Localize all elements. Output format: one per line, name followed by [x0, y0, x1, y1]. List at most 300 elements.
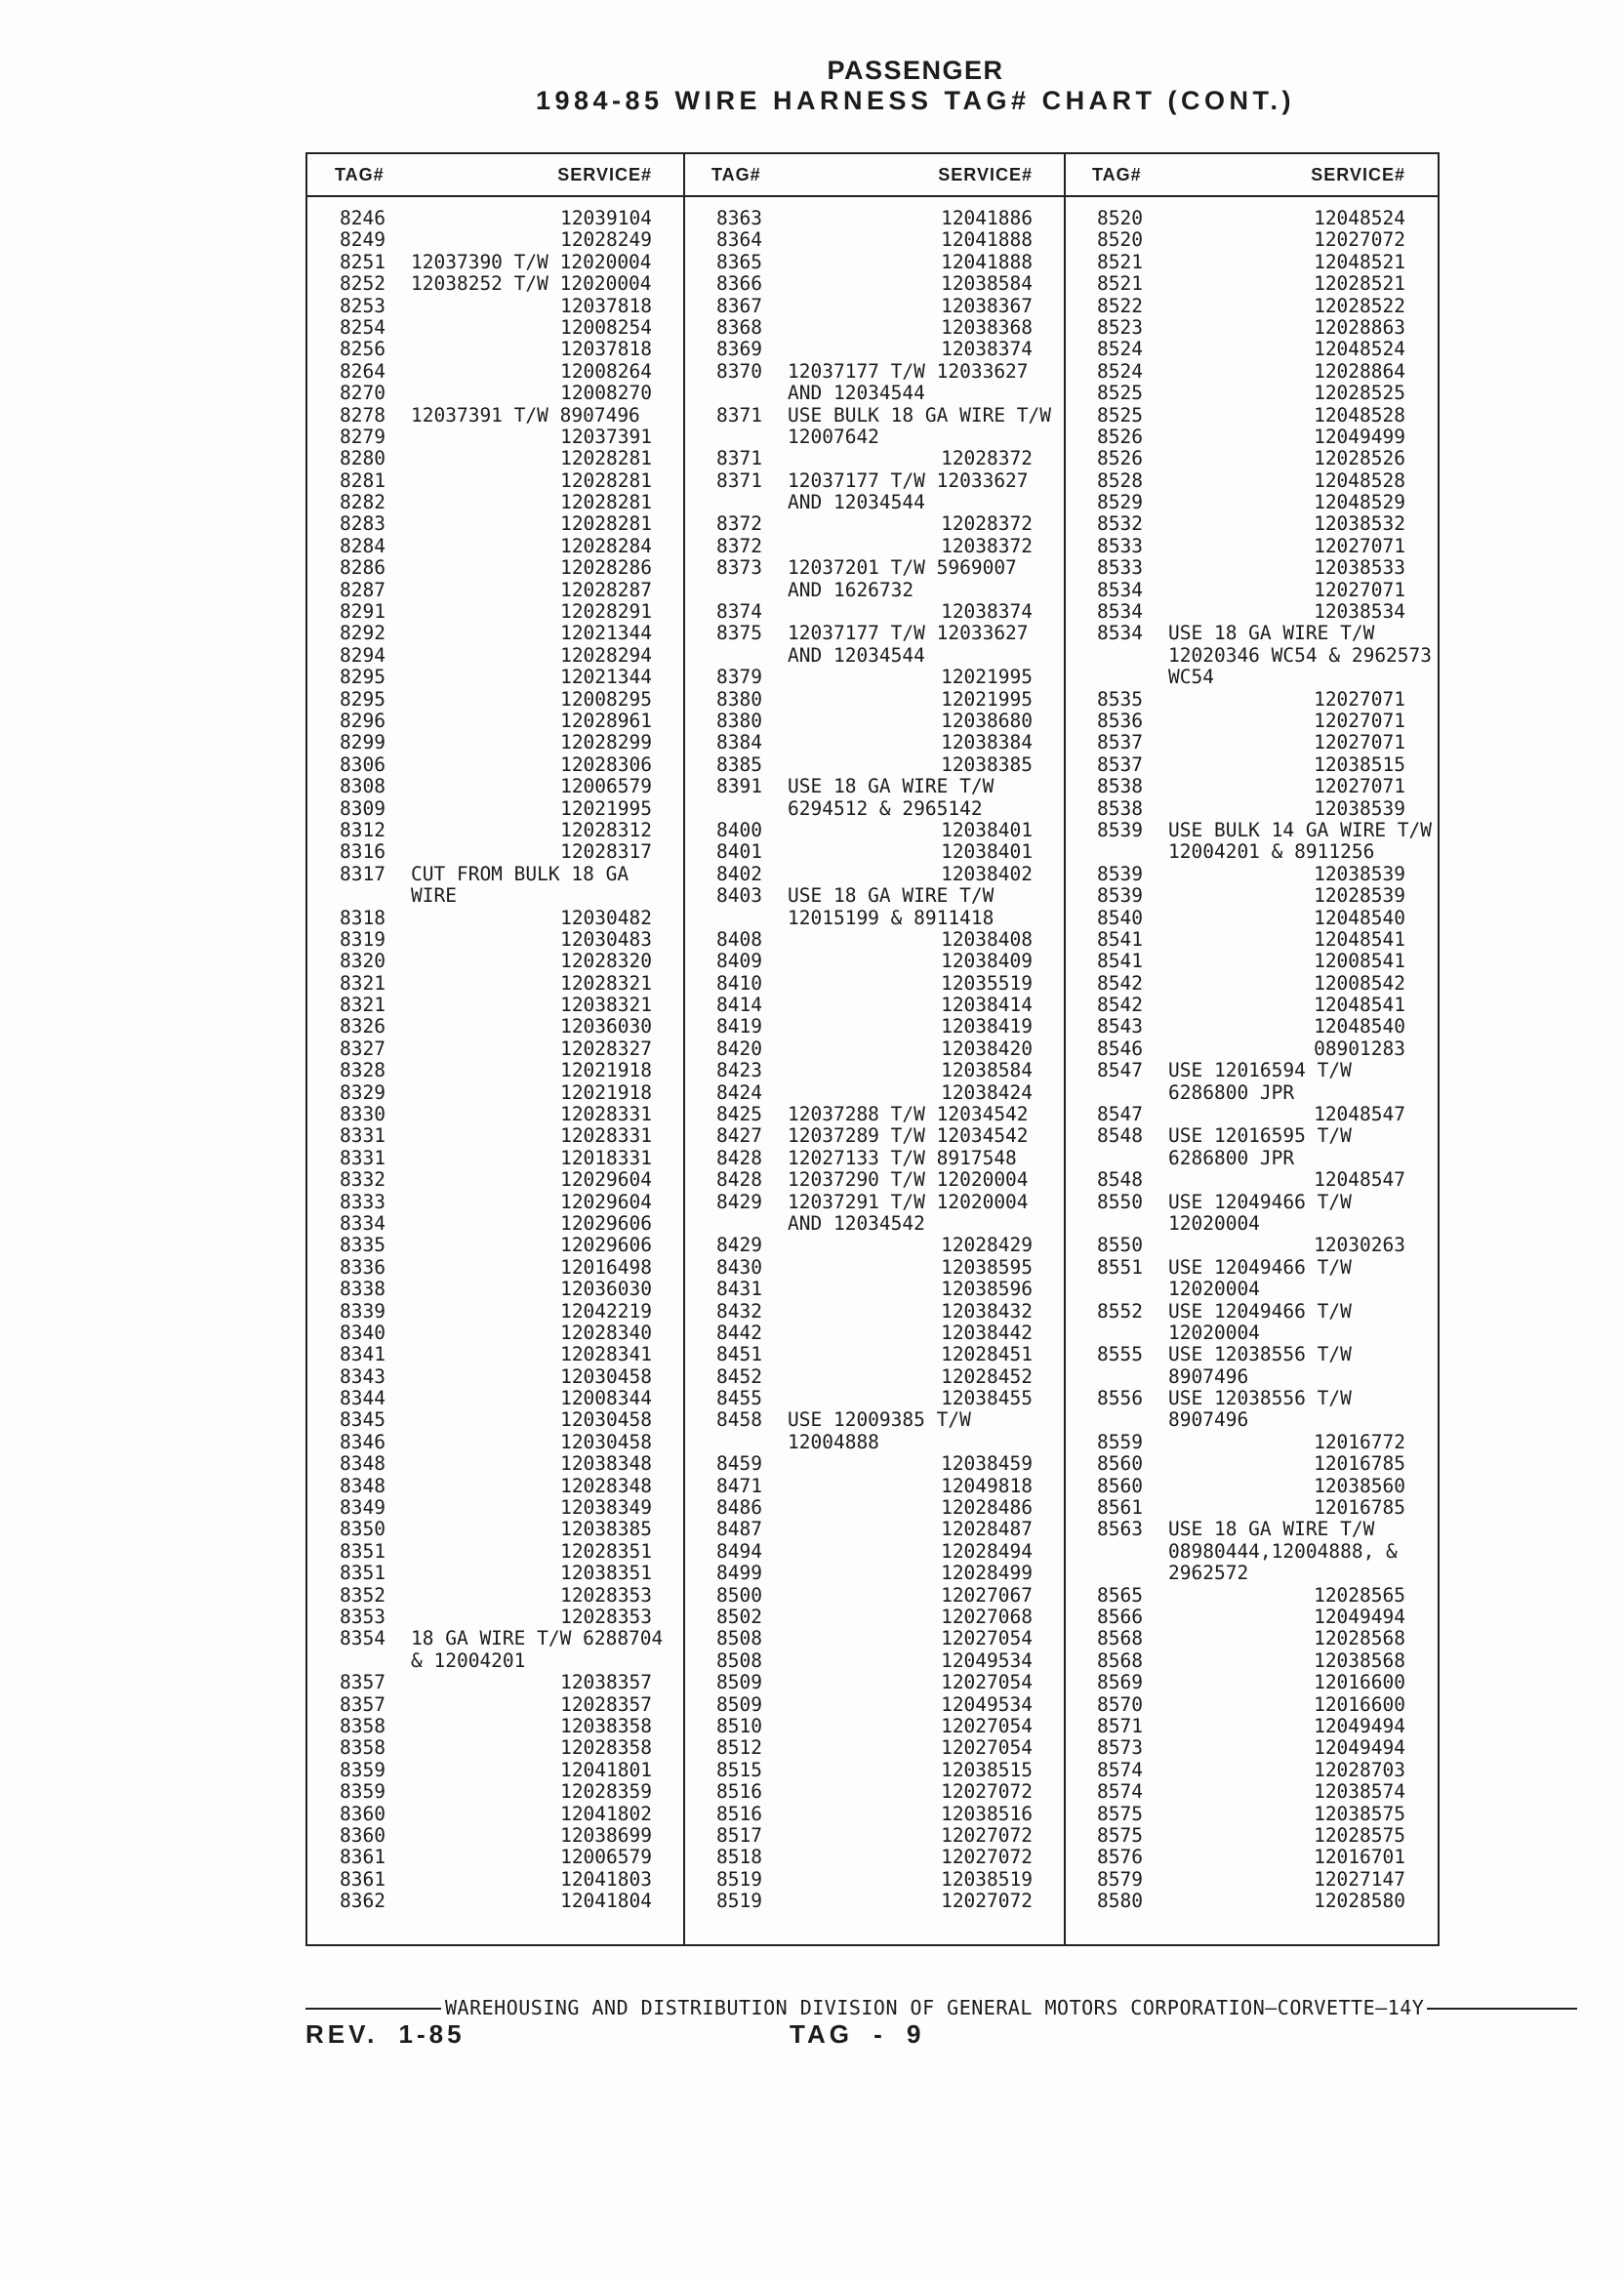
tag-cell: 8570 — [1097, 1692, 1143, 1716]
service-cell: 12029606 — [560, 1211, 652, 1235]
note-cell: 12037289 T/W 12034542 — [788, 1124, 1029, 1148]
service-cell: 12028961 — [560, 709, 652, 732]
tag-cell: 8410 — [716, 971, 762, 995]
table-row — [684, 513, 1065, 535]
table-row — [307, 448, 684, 469]
service-cell: 12030458 — [560, 1408, 652, 1432]
table-row — [684, 1366, 1065, 1388]
service-cell: 12038385 — [560, 1518, 652, 1541]
tag-cell: 8534 — [1097, 578, 1143, 601]
table-row — [1065, 1804, 1438, 1825]
tag-cell: 8401 — [716, 840, 762, 864]
table-row — [307, 1476, 684, 1497]
tag-cell: 8526 — [1097, 447, 1143, 470]
table-row — [307, 1694, 684, 1716]
table-row — [1065, 339, 1438, 360]
note-cell: USE 18 GA WIRE T/W — [788, 775, 995, 798]
tag-cell: 8550 — [1097, 1234, 1143, 1257]
tag-cell: 8287 — [340, 578, 386, 601]
table-row — [684, 1607, 1065, 1628]
table-row — [307, 492, 684, 513]
tag-cell: 8459 — [716, 1452, 762, 1476]
tag-cell: 8555 — [1097, 1343, 1143, 1366]
table-row — [307, 536, 684, 557]
service-header: SERVICE# — [1311, 165, 1405, 184]
table-row — [1065, 1235, 1438, 1256]
tag-cell: 8308 — [340, 775, 386, 798]
table-row — [1065, 908, 1438, 929]
tag-cell: 8368 — [716, 315, 762, 339]
tag-cell: 8521 — [1097, 272, 1143, 296]
table-row — [1065, 1148, 1438, 1169]
table-row — [1065, 689, 1438, 711]
tag-cell: 8536 — [1097, 709, 1143, 732]
table-row — [1065, 754, 1438, 776]
table-row — [684, 317, 1065, 339]
service-cell: 12028306 — [560, 753, 652, 776]
note-cell: USE 12049466 T/W — [1168, 1299, 1352, 1323]
tag-cell: 8431 — [716, 1278, 762, 1301]
note-cell: 8907496 — [1168, 1408, 1249, 1432]
tag-cell: 8543 — [1097, 1015, 1143, 1038]
tag-cell: 8379 — [716, 666, 762, 689]
tag-cell: 8372 — [716, 512, 762, 536]
tag-cell: 8515 — [716, 1758, 762, 1781]
tag-cell: 8508 — [716, 1627, 762, 1650]
tag-cell: 8520 — [1097, 207, 1143, 229]
tag-cell: 8423 — [716, 1059, 762, 1082]
service-cell: 12028317 — [560, 840, 652, 864]
tag-cell: 8327 — [340, 1037, 386, 1060]
tag-cell: 8521 — [1097, 250, 1143, 273]
service-cell: 12038374 — [941, 600, 1033, 624]
table-row — [1065, 580, 1438, 601]
table-row — [1065, 229, 1438, 251]
tag-cell: 8442 — [716, 1321, 762, 1344]
table-row — [1065, 1760, 1438, 1781]
table-row — [307, 405, 684, 427]
table-row — [307, 1891, 684, 1912]
tag-cell: 8428 — [716, 1168, 762, 1192]
service-cell: 12038374 — [941, 338, 1033, 361]
table-row — [307, 1432, 684, 1453]
table-row — [684, 1737, 1065, 1759]
tag-cell: 8533 — [1097, 534, 1143, 557]
tag-cell: 8351 — [340, 1539, 386, 1563]
service-cell: 12038408 — [941, 927, 1033, 951]
tag-cell: 8358 — [340, 1736, 386, 1760]
service-cell: 12008254 — [560, 315, 652, 339]
service-cell: 12016600 — [1314, 1692, 1405, 1716]
service-cell: 12028522 — [1314, 294, 1405, 317]
service-cell: 12027071 — [1314, 578, 1405, 601]
note-cell: AND 12034544 — [788, 491, 925, 514]
tag-cell: 8537 — [1097, 731, 1143, 754]
tag-cell: 8384 — [716, 731, 762, 754]
tag-cell: 8365 — [716, 250, 762, 273]
note-cell: 12004201 & 8911256 — [1168, 840, 1375, 864]
table-row — [1065, 1082, 1438, 1104]
tag-cell: 8367 — [716, 294, 762, 317]
header-group-1 — [307, 154, 684, 195]
service-cell: 12038568 — [1314, 1649, 1405, 1672]
note-cell: USE 12038556 T/W — [1168, 1387, 1352, 1410]
table-row — [307, 1563, 684, 1584]
tag-cell: 8402 — [716, 862, 762, 885]
table-row — [307, 1301, 684, 1323]
tag-cell: 8579 — [1097, 1867, 1143, 1891]
service-cell: 12049499 — [1314, 425, 1405, 448]
service-cell: 12048524 — [1314, 207, 1405, 229]
table-row — [307, 1628, 684, 1649]
tag-cell: 8309 — [340, 796, 386, 820]
service-cell: 12029604 — [560, 1190, 652, 1213]
table-row — [307, 1082, 684, 1104]
tag-cell: 8551 — [1097, 1255, 1143, 1279]
tag-cell: 8508 — [716, 1649, 762, 1672]
table-row — [307, 252, 684, 273]
service-cell: 12027067 — [941, 1583, 1033, 1607]
tag-cell: 8563 — [1097, 1518, 1143, 1541]
service-cell: 12038402 — [941, 862, 1033, 885]
tag-cell: 8354 — [340, 1627, 386, 1650]
service-cell: 08901283 — [1314, 1037, 1405, 1060]
service-cell: 12049534 — [941, 1649, 1033, 1672]
service-cell: 12028286 — [560, 556, 652, 580]
table-row — [684, 754, 1065, 776]
tag-cell: 8525 — [1097, 382, 1143, 405]
table-row — [1065, 1607, 1438, 1628]
table-row — [1065, 1453, 1438, 1475]
table-row — [1065, 513, 1438, 535]
tag-cell: 8332 — [340, 1168, 386, 1192]
service-cell: 12027071 — [1314, 709, 1405, 732]
service-cell: 12028284 — [560, 534, 652, 557]
table-row — [307, 1497, 684, 1519]
service-cell: 12028351 — [560, 1539, 652, 1563]
table-row — [307, 864, 684, 885]
table-row — [307, 601, 684, 623]
service-cell: 12038560 — [1314, 1474, 1405, 1497]
table-row — [1065, 995, 1438, 1016]
table-row — [307, 1585, 684, 1607]
service-cell: 12038534 — [1314, 600, 1405, 624]
tag-cell: 8375 — [716, 622, 762, 645]
service-cell: 12038367 — [941, 294, 1033, 317]
table-row — [307, 1235, 684, 1256]
table-row — [1065, 841, 1438, 863]
table-row — [307, 273, 684, 295]
tag-cell: 8452 — [716, 1364, 762, 1388]
service-cell: 12036030 — [560, 1278, 652, 1301]
tag-cell: 8568 — [1097, 1649, 1143, 1672]
table-row — [684, 973, 1065, 995]
service-cell: 12027147 — [1314, 1867, 1405, 1891]
tag-cell: 8348 — [340, 1474, 386, 1497]
service-cell: 12028486 — [941, 1496, 1033, 1520]
tag-cell: 8529 — [1097, 491, 1143, 514]
service-cell: 12028526 — [1314, 447, 1405, 470]
tag-cell: 8334 — [340, 1211, 386, 1235]
table-row — [684, 885, 1065, 907]
service-cell: 12016785 — [1314, 1496, 1405, 1520]
table-row — [1065, 645, 1438, 667]
service-cell: 12048521 — [1314, 250, 1405, 273]
tag-cell: 8361 — [340, 1846, 386, 1869]
table-row — [684, 864, 1065, 885]
table-row — [307, 383, 684, 404]
tag-cell: 8546 — [1097, 1037, 1143, 1060]
table-row — [684, 1016, 1065, 1038]
service-cell: 12027071 — [1314, 687, 1405, 711]
service-cell: 12038539 — [1314, 796, 1405, 820]
tag-cell: 8559 — [1097, 1430, 1143, 1453]
service-cell: 12037818 — [560, 294, 652, 317]
table-row — [684, 208, 1065, 229]
table-row — [684, 601, 1065, 623]
tag-cell: 8580 — [1097, 1890, 1143, 1913]
table-row — [1065, 296, 1438, 317]
table-row — [684, 645, 1065, 667]
service-cell: 12038515 — [1314, 753, 1405, 776]
table-row — [307, 1192, 684, 1213]
table-row — [1065, 864, 1438, 885]
table-row — [307, 908, 684, 929]
table-row — [1065, 1104, 1438, 1125]
table-row — [1065, 820, 1438, 841]
service-cell: 12048541 — [1314, 994, 1405, 1017]
tag-cell: 8292 — [340, 622, 386, 645]
tag-cell: 8316 — [340, 840, 386, 864]
table-row — [307, 1781, 684, 1803]
service-cell: 12048547 — [1314, 1168, 1405, 1192]
service-cell: 12028281 — [560, 491, 652, 514]
tag-cell: 8333 — [340, 1190, 386, 1213]
note-cell: USE BULK 14 GA WIRE T/W — [1168, 818, 1433, 841]
table-row — [1065, 1301, 1438, 1323]
table-row — [307, 317, 684, 339]
tag-cell: 8523 — [1097, 315, 1143, 339]
service-cell: 12030458 — [560, 1364, 652, 1388]
table-row — [684, 1825, 1065, 1847]
table-row — [1065, 1169, 1438, 1191]
tag-cell: 8539 — [1097, 862, 1143, 885]
header-group-2 — [684, 154, 1065, 195]
service-cell: 12041802 — [560, 1802, 652, 1825]
table-row — [1065, 1366, 1438, 1388]
note-cell: USE 12049466 T/W — [1168, 1255, 1352, 1279]
service-cell: 12028357 — [560, 1692, 652, 1716]
service-cell: 12028353 — [560, 1606, 652, 1628]
table-row — [1065, 448, 1438, 469]
table-row — [307, 929, 684, 951]
table-row — [684, 1192, 1065, 1213]
table-row — [684, 1585, 1065, 1607]
table-row — [684, 557, 1065, 579]
note-cell: AND 1626732 — [788, 578, 914, 601]
note-cell: 12020346 WC54 & 2962573 — [1168, 643, 1433, 667]
table-row — [684, 1213, 1065, 1235]
tag-cell: 8428 — [716, 1146, 762, 1169]
service-cell: 12041801 — [560, 1758, 652, 1781]
service-cell: 12048529 — [1314, 491, 1405, 514]
service-cell: 12038368 — [941, 315, 1033, 339]
service-cell: 12028281 — [560, 512, 652, 536]
footer-rule-left — [305, 2008, 441, 2010]
note-cell: 12037177 T/W 12033627 — [788, 468, 1029, 492]
service-cell: 12038349 — [560, 1496, 652, 1520]
table-row — [307, 1125, 684, 1147]
table-row — [684, 776, 1065, 797]
table-row — [307, 513, 684, 535]
note-cell: & 12004201 — [411, 1649, 526, 1672]
service-cell: 12038539 — [1314, 862, 1405, 885]
table-row — [307, 557, 684, 579]
tag-cell: 8295 — [340, 687, 386, 711]
tag-cell: 8270 — [340, 382, 386, 405]
table-row — [307, 1169, 684, 1191]
tag-cell: 8560 — [1097, 1452, 1143, 1476]
tag-cell: 8371 — [716, 468, 762, 492]
table-row — [307, 1213, 684, 1235]
tag-cell: 8361 — [340, 1867, 386, 1891]
tag-cell: 8560 — [1097, 1474, 1143, 1497]
tag-cell: 8349 — [340, 1496, 386, 1520]
tag-cell: 8409 — [716, 950, 762, 973]
table-row — [1065, 798, 1438, 820]
table-row — [684, 1388, 1065, 1409]
service-cell: 12038420 — [941, 1037, 1033, 1060]
table-row — [307, 754, 684, 776]
header-group-3 — [1065, 154, 1438, 195]
service-cell: 12048540 — [1314, 1015, 1405, 1038]
table-row — [1065, 492, 1438, 513]
table-row — [307, 1366, 684, 1388]
service-cell: 12029606 — [560, 1234, 652, 1257]
table-row — [684, 1650, 1065, 1672]
table-row — [684, 1847, 1065, 1868]
table-row — [1065, 973, 1438, 995]
table-row — [684, 229, 1065, 251]
service-cell: 12016498 — [560, 1255, 652, 1279]
tag-cell: 8518 — [716, 1846, 762, 1869]
tag-cell: 8391 — [716, 775, 762, 798]
table-row — [307, 1038, 684, 1060]
service-cell: 12021995 — [941, 666, 1033, 689]
table-row — [307, 229, 684, 251]
note-cell: WC54 — [1168, 666, 1214, 689]
table-row — [684, 1628, 1065, 1649]
service-cell: 12030263 — [1314, 1234, 1405, 1257]
table-row — [1065, 1869, 1438, 1891]
footer-division: WAREHOUSING AND DISTRIBUTION DIVISION OF GENERAL MOTORS CORPORATION—CORVETTE—14Y — [445, 1996, 1425, 2019]
tag-cell: 8359 — [340, 1780, 386, 1804]
service-cell: 12048528 — [1314, 468, 1405, 492]
tag-cell: 8252 — [340, 272, 386, 296]
table-row — [307, 951, 684, 972]
service-cell: 12038419 — [941, 1015, 1033, 1038]
service-cell: 12028429 — [941, 1234, 1033, 1257]
table-row — [1065, 885, 1438, 907]
service-cell: 12041803 — [560, 1867, 652, 1891]
note-cell: USE 12016594 T/W — [1168, 1059, 1352, 1082]
service-cell: 12028863 — [1314, 315, 1405, 339]
table-row — [307, 1650, 684, 1672]
tag-cell: 8380 — [716, 709, 762, 732]
table-row — [684, 1891, 1065, 1912]
note-cell: USE 12009385 T/W — [788, 1408, 971, 1432]
tag-cell: 8547 — [1097, 1059, 1143, 1082]
note-cell: 12037291 T/W 12020004 — [788, 1190, 1029, 1213]
tag-cell: 8312 — [340, 818, 386, 841]
table-row — [307, 885, 684, 907]
tag-header: TAG# — [335, 165, 385, 184]
service-header: SERVICE# — [557, 165, 652, 184]
tag-cell: 8487 — [716, 1518, 762, 1541]
service-cell: 12028281 — [560, 447, 652, 470]
table-row — [1065, 1323, 1438, 1344]
tag-cell: 8366 — [716, 272, 762, 296]
tag-cell: 8541 — [1097, 950, 1143, 973]
tag-cell: 8282 — [340, 491, 386, 514]
tag-cell: 8299 — [340, 731, 386, 754]
tag-cell: 8251 — [340, 250, 386, 273]
table-row — [1065, 383, 1438, 404]
tag-cell: 8538 — [1097, 775, 1143, 798]
table-row — [1065, 711, 1438, 732]
table-row — [307, 776, 684, 797]
table-row — [1065, 1279, 1438, 1300]
tag-cell: 8283 — [340, 512, 386, 536]
table-row — [307, 667, 684, 688]
table-row — [684, 1672, 1065, 1693]
page-title: 1984-85 WIRE HARNESS TAG# CHART (CONT.) — [535, 86, 1296, 115]
table-row — [684, 580, 1065, 601]
table-row — [307, 732, 684, 753]
service-cell: 12028331 — [560, 1124, 652, 1148]
table-row — [307, 580, 684, 601]
tag-cell: 8338 — [340, 1278, 386, 1301]
table-row — [307, 470, 684, 492]
table-row — [684, 908, 1065, 929]
table-row — [1065, 1016, 1438, 1038]
table-row — [1065, 1497, 1438, 1519]
table-row — [1065, 1213, 1438, 1235]
table-row — [684, 252, 1065, 273]
service-cell: 12038401 — [941, 818, 1033, 841]
tag-cell: 8575 — [1097, 1802, 1143, 1825]
table-row — [1065, 623, 1438, 644]
service-cell: 12008542 — [1314, 971, 1405, 995]
tag-cell: 8573 — [1097, 1736, 1143, 1760]
service-cell: 12021995 — [941, 687, 1033, 711]
table-row — [1065, 1192, 1438, 1213]
service-cell: 12027072 — [1314, 228, 1405, 252]
note-cell: 12037177 T/W 12033627 — [788, 359, 1029, 383]
table-row — [684, 1169, 1065, 1191]
tag-cell: 8534 — [1097, 600, 1143, 624]
tag-cell: 8516 — [716, 1780, 762, 1804]
service-cell: 12008344 — [560, 1387, 652, 1410]
tag-cell: 8360 — [340, 1802, 386, 1825]
table-row — [307, 1672, 684, 1693]
tag-cell: 8429 — [716, 1190, 762, 1213]
service-cell: 12027068 — [941, 1606, 1033, 1628]
note-cell: USE 18 GA WIRE T/W — [1168, 622, 1375, 645]
table-row — [684, 492, 1065, 513]
service-cell: 12041886 — [941, 207, 1033, 229]
table-row — [307, 339, 684, 360]
